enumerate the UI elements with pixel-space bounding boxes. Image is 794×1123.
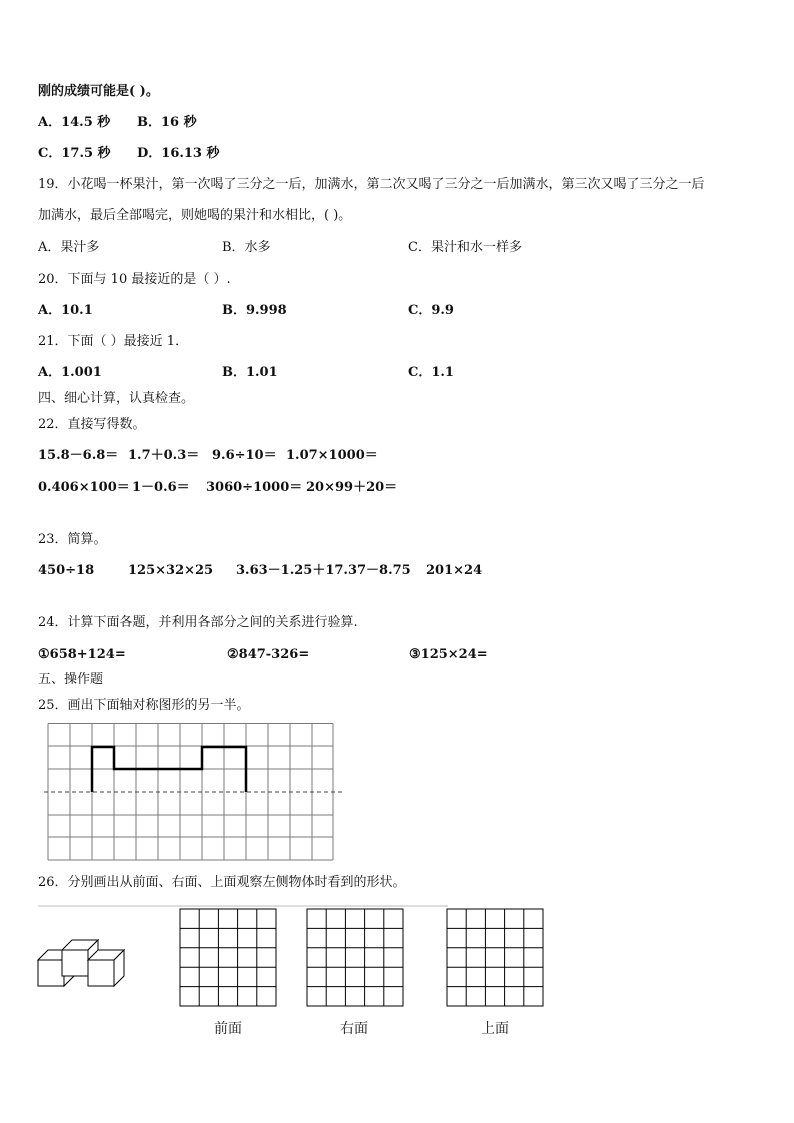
q22-item: 3060÷1000＝ bbox=[206, 480, 303, 495]
top-view-grid bbox=[447, 909, 543, 1006]
q19-option-a: A．果汁多 bbox=[38, 240, 100, 255]
front-view-grid bbox=[180, 909, 276, 1006]
q18-option-c: C．17.5 秒 bbox=[38, 146, 111, 161]
q19-stem-line2: 加满水，最后全部喝完，则她喝的果汁和水相比，( )。 bbox=[38, 208, 352, 223]
section-4-heading: 四、细心计算，认真检查。 bbox=[38, 391, 195, 406]
q18-tail: 刚的成绩可能是( )。 bbox=[38, 84, 159, 99]
q24-item: ②847-326= bbox=[227, 647, 310, 662]
q24-item: ③125×24= bbox=[409, 647, 488, 662]
q22-item: 0.406×100＝ bbox=[38, 480, 130, 495]
right-view-grid bbox=[307, 909, 403, 1006]
section-5-heading: 五、操作题 bbox=[38, 672, 104, 687]
q19-stem-line1: 19．小花喝一杯果汁，第一次喝了三分之一后，加满水，第二次又喝了三分之一后加满水，第三次又喝了三分之一后 bbox=[38, 177, 705, 192]
q21-option-a: A．1.001 bbox=[38, 365, 102, 380]
q25-stem: 25．画出下面轴对称图形的另一半。 bbox=[38, 698, 250, 713]
q24-item: ①658+124= bbox=[38, 647, 126, 662]
top-view-label: 上面 bbox=[481, 1021, 509, 1037]
q23-item: 450÷18 bbox=[38, 563, 95, 578]
q23-item: 201×24 bbox=[426, 563, 483, 578]
q21-stem: 21．下面（ ）最接近 1． bbox=[38, 334, 189, 349]
q19-option-c: C．果汁和水一样多 bbox=[408, 240, 522, 255]
right-view-label: 右面 bbox=[340, 1021, 368, 1037]
q20-option-b: B．9.998 bbox=[222, 303, 287, 318]
q22-item: 1.07×1000＝ bbox=[286, 448, 378, 463]
q18-option-b: B．16 秒 bbox=[137, 115, 197, 130]
q23-stem: 23．简算。 bbox=[38, 532, 107, 547]
q23-item: 125×32×25 bbox=[128, 563, 214, 578]
q22-item: 1－0.6＝ bbox=[132, 480, 190, 495]
cube-object bbox=[38, 940, 124, 986]
q26-figure-area bbox=[38, 905, 568, 1015]
q20-stem: 20．下面与 10 最接近的是（ ）. bbox=[38, 272, 231, 287]
q22-item: 1.7＋0.3＝ bbox=[128, 448, 200, 463]
q23-item: 3.63－1.25＋17.37－8.75 bbox=[236, 563, 411, 578]
q21-option-b: B．1.01 bbox=[222, 365, 278, 380]
q22-item: 20×99＋20＝ bbox=[306, 480, 398, 495]
q18-option-d: D．16.13 秒 bbox=[137, 146, 220, 161]
q21-option-c: C．1.1 bbox=[408, 365, 454, 380]
q22-stem: 22．直接写得数。 bbox=[38, 417, 146, 432]
q18-option-a: A．14.5 秒 bbox=[38, 115, 111, 130]
q19-option-b: B．水多 bbox=[222, 240, 271, 255]
q22-item: 15.8－6.8＝ bbox=[38, 448, 119, 463]
q24-stem: 24．计算下面各题，并利用各部分之间的关系进行验算. bbox=[38, 615, 358, 630]
q22-item: 9.6÷10＝ bbox=[212, 448, 277, 463]
q25-symmetry-grid[interactable] bbox=[44, 723, 344, 861]
front-view-label: 前面 bbox=[214, 1021, 242, 1037]
q20-option-a: A．10.1 bbox=[38, 303, 93, 318]
q26-stem: 26．分别画出从前面、右面、上面观察左侧物体时看到的形状。 bbox=[38, 875, 406, 890]
q20-option-c: C．9.9 bbox=[408, 303, 454, 318]
